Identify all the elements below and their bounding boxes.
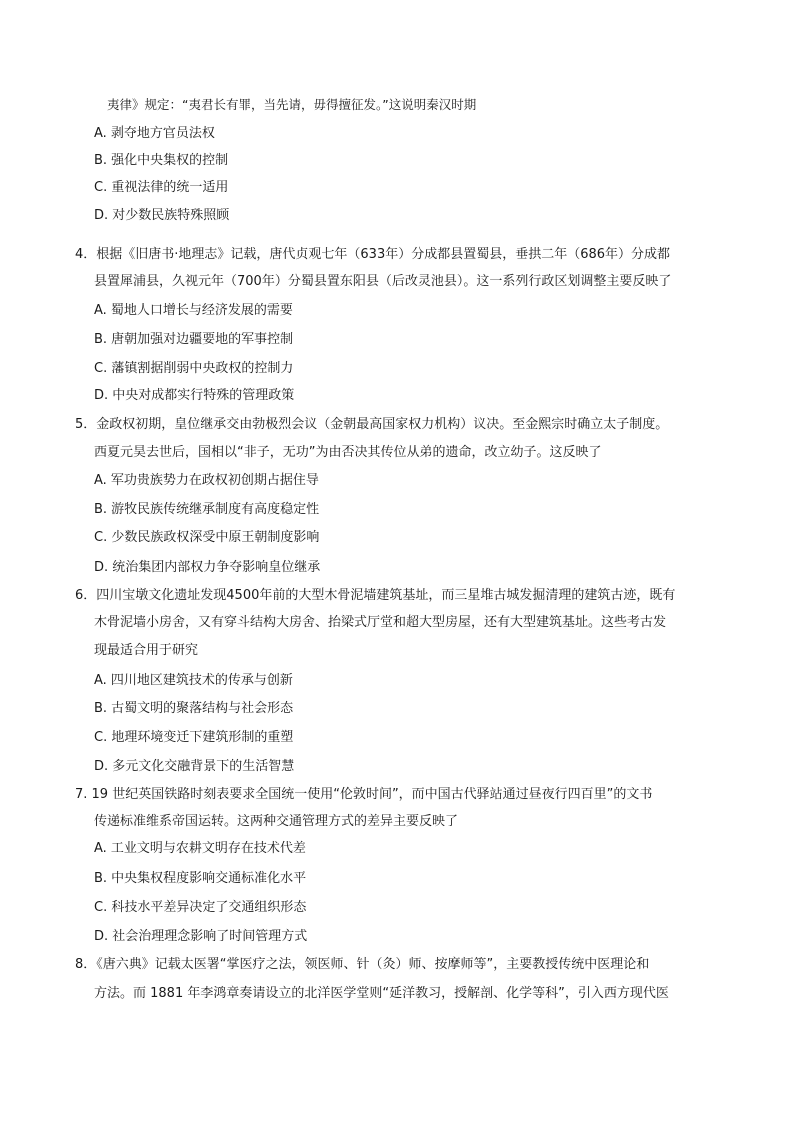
q7-option-c: C. 科技水平差异决定了交通组织形态 — [94, 900, 307, 915]
q6-option-b: B. 古蜀文明的聚落结构与社会形态 — [94, 701, 294, 716]
q4-option-c: C. 藩镇割据削弱中央政权的控制力 — [94, 361, 294, 376]
q5-option-b: B. 游牧民族传统继承制度有高度稳定性 — [94, 502, 320, 517]
q8-stem-line-1: 8．《唐六典》记载太医署“掌医疗之法，领医师、针（灸）师、按摩师等”，主要教授传统中医理论和 — [75, 957, 650, 972]
q6-stem-line-2: 木骨泥墙小房舍，又有穿斗结构大房舍、抬梁式厅堂和超大型房屋，还有大型建筑基址。这些考古发 — [94, 615, 667, 630]
q6-option-d: D. 多元文化交融背景下的生活智慧 — [94, 759, 295, 774]
q4-stem-line-1: 4．根据《旧唐书·地理志》记载，唐代贞观七年（633年）分成都县置蜀县，垂拱二年（686年）分成都 — [75, 247, 671, 262]
q6-stem-line-3: 现最适合用于研究 — [94, 643, 199, 658]
q6-option-a: A. 四川地区建筑技术的传承与创新 — [94, 673, 293, 688]
q7-option-d: D. 社会治理理念影响了时间管理方式 — [94, 929, 308, 944]
q4-option-a: A. 蜀地人口增长与经济发展的需要 — [94, 303, 293, 318]
q6-stem-line-1: 6．四川宝墩文化遗址发现4500年前的大型木骨泥墙建筑基址，而三星堆古城发掘清理的建筑古迹，既有 — [75, 588, 676, 603]
q3-option-a: A. 剥夺地方官员法权 — [94, 126, 215, 141]
q7-stem-line-1: 7. 19 世纪英国铁路时刻表要求全国统一使用“伦敦时间”，而中国古代驿站通过昼夜行四百里”的文书 — [75, 787, 653, 802]
q5-option-c: C. 少数民族政权深受中原王朝制度影响 — [94, 530, 320, 545]
q4-option-b: B. 唐朝加强对边疆要地的军事控制 — [94, 332, 294, 347]
q6-option-c: C. 地理环境变迁下建筑形制的重塑 — [94, 730, 294, 745]
q8-stem-line-2: 方法。而 1881 年李鸿章奏请设立的北洋医学堂则“延洋教习，授解剖、化学等科”，引入西方现代医 — [94, 986, 669, 1001]
q3-option-c: C. 重视法律的统一适用 — [94, 180, 229, 195]
q7-option-b: B. 中央集权程度影响交通标准化水平 — [94, 871, 307, 886]
q4-stem-line-2: 县置犀浦县，久视元年（700年）分蜀县置东阳县（后改灵池县）。这一系列行政区划调整主要反映了 — [94, 274, 672, 289]
q5-option-d: D. 统治集团内部权力争夺影响皇位继承 — [94, 560, 321, 575]
q4-option-d: D. 中央对成都实行特殊的管理政策 — [94, 388, 295, 403]
q5-stem-line-2: 西夏元昊去世后，国相以“非子，无功”为由否决其传位从弟的遗命，改立幼子。这反映了 — [94, 445, 602, 460]
q7-option-a: A. 工业文明与农耕文明存在技术代差 — [94, 841, 306, 856]
q7-stem-line-2: 传递标准维系帝国运转。这两种交通管理方式的差异主要反映了 — [94, 814, 459, 829]
q3-option-b: B. 强化中央集权的控制 — [94, 153, 229, 168]
q5-stem-line-1: 5．金政权初期，皇位继承交由勃极烈会议（金朝最高国家权力机构）议决。至金熙宗时确立太子制度。 — [75, 417, 669, 432]
q3-option-d: D. 对少数民族特殊照顾 — [94, 208, 230, 223]
q5-option-a: A. 军功贵族势力在政权初创期占据住导 — [94, 473, 319, 488]
q3-stem-tail: 夷律》规定：“夷君长有罪，当先请，毋得擅征发。”这说明秦汉时期 — [107, 97, 477, 112]
